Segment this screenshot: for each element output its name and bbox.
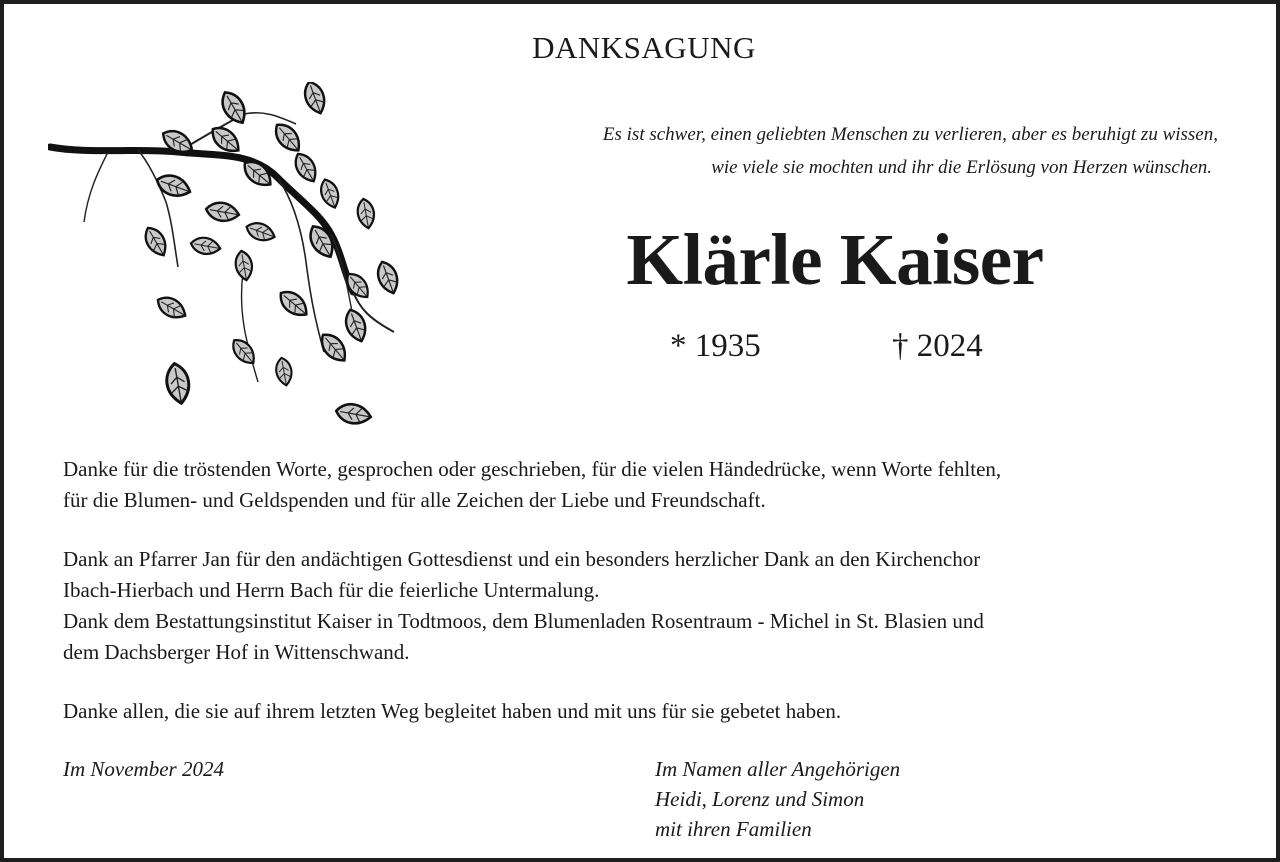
birch-leaf [274,357,294,387]
birch-leaf [275,286,312,321]
birch-leaf [301,82,329,116]
birch-leaf [154,171,193,201]
birch-leaf [270,119,305,156]
birch-leaf [317,177,342,210]
closing-date: Im November 2024 [63,757,224,781]
thanks-line: Danke allen, die sie auf ihrem letzten Weg begleitet haben und mit uns für sie gebetet haben. [63,699,842,723]
notice-heading: DANKSAGUNG [532,30,756,65]
birth-year: * 1935 [670,328,761,364]
birch-branch-illustration [48,82,408,434]
birch-leaf [228,335,259,368]
birch-leaf [316,329,351,366]
thanks-line: dem Dachsberger Hof in Wittenschwand. [63,640,410,664]
thanks-line: Dank an Pfarrer Jan für den andächtigen Gottesdienst und ein besonders herzlicher Dank an den Kirchenchor [63,547,981,571]
birch-leaf [154,293,190,323]
branch-stems [50,113,394,382]
birch-leaf [291,150,321,186]
thanks-line: für die Blumen- und Geldspenden und für alle Zeichen der Liebe und Freundschaft. [63,488,766,512]
signature-line-2: Heidi, Lorenz und Simon [655,787,865,811]
birch-leaf [190,235,222,256]
birch-leaf [233,250,254,282]
birch-leaf [374,259,402,296]
death-year: † 2024 [892,328,983,364]
quote-line-1: Es ist schwer, einen geliebten Menschen zu verlieren, aber es beruhigt zu wissen, [602,124,1218,145]
birch-leaf [244,219,277,244]
birch-leaf [164,362,192,405]
signature-block [655,754,900,844]
thanks-text [63,454,1233,727]
memorial-quote [458,118,1218,184]
signature-line-3: mit ihren Familien [655,817,812,841]
birch-leaf [141,224,171,260]
thanks-line: Ibach-Hierbach und Herrn Bach für die feierliche Untermalung. [63,578,600,602]
birch-leaf [335,402,373,427]
deceased-name: Klärle Kaiser [626,219,1044,300]
thanks-line: Danke für die tröstenden Worte, gesprochen oder geschrieben, für die vielen Händedrücke, wenn Worte fehlten, [63,457,1002,481]
quote-line-2: wie viele sie mochten und ihr die Erlösung von Herzen wünschen. [711,157,1212,178]
thanks-line: Dank dem Bestattungsinstitut Kaiser in Todtmoos, dem Blumenladen Rosentraum - Michel in St. Blasien und [63,609,984,633]
leaf-group [141,82,402,426]
birch-leaf [217,88,251,128]
birch-leaf [205,200,241,223]
birch-leaf [355,198,376,230]
signature-line-1: Im Namen aller Angehörigen [655,757,901,781]
